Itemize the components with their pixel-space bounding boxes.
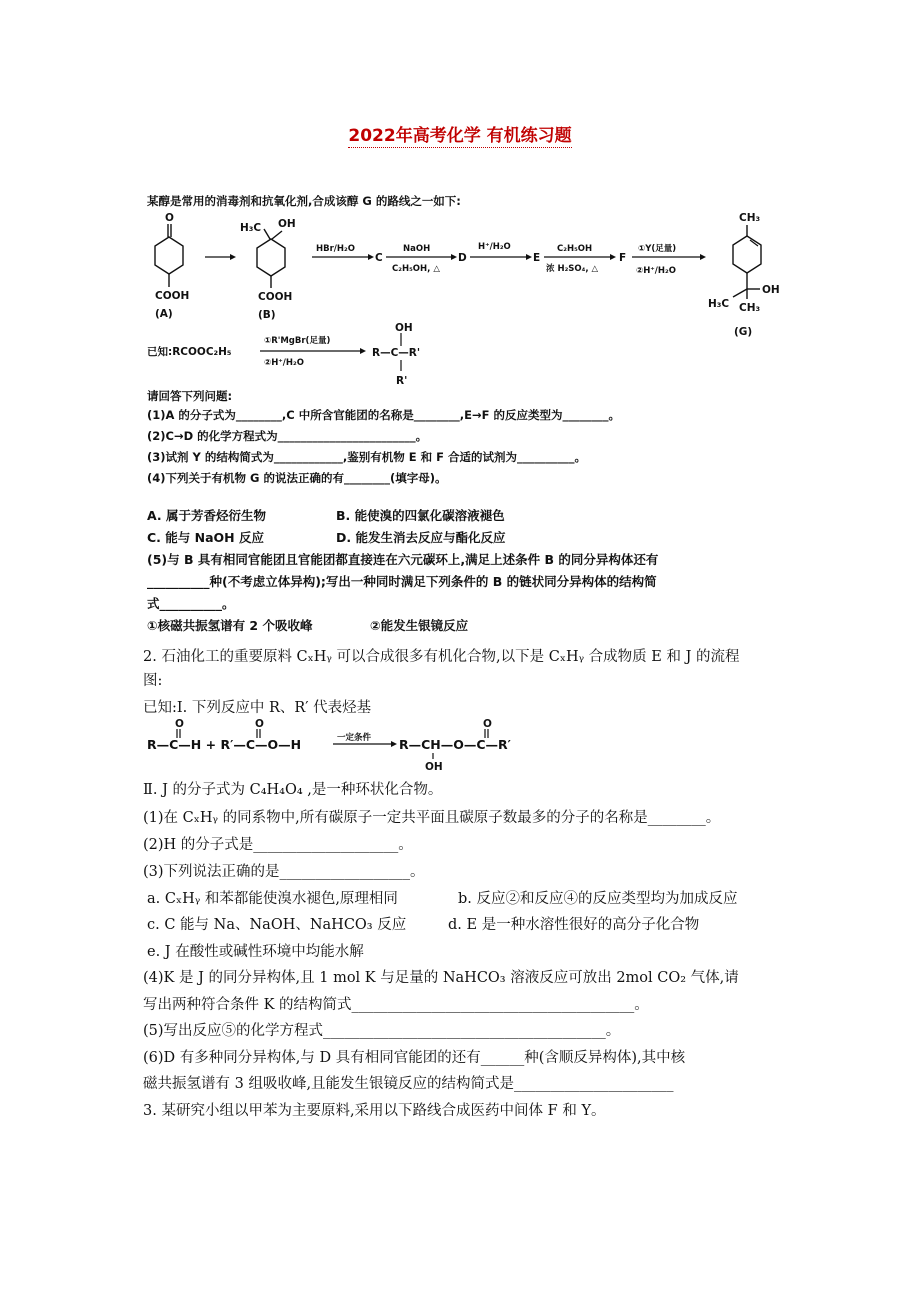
- reagent-naoh: NaOH: [403, 244, 431, 254]
- compound-g-label: (G): [734, 326, 753, 338]
- compound-b-oh: OH: [278, 218, 296, 230]
- q1-option-b: B. 能使溴的四氯化碳溶液褪色: [336, 508, 505, 523]
- compound-b-structure: [240, 218, 296, 321]
- compound-b-h3c: H₃C: [240, 222, 262, 234]
- compound-a-structure: [155, 212, 189, 320]
- known-product-chain: R—C—R': [372, 347, 421, 359]
- reagent-conc-sulfuric: 浓 H₂SO₄, △: [546, 264, 599, 274]
- compound-g-h3c: H₃C: [708, 298, 730, 310]
- compound-a-label: (A): [155, 308, 173, 320]
- compound-e: E: [533, 252, 541, 264]
- q1-sub5-line1: (5)与 B 具有相同官能团且官能团都直接连在六元碳环上,满足上述条件 B 的同分异构体还有: [147, 552, 659, 567]
- q2-line1: 2. 石油化工的重要原料 CₓHᵧ 可以合成很多有机化合物,以下是 CₓHᵧ 合成物质 E 和 J 的流程: [143, 649, 740, 665]
- q2-line2: 图:: [143, 673, 163, 689]
- q3-line1: 3. 某研究小组以甲苯为主要原料,采用以下路线合成医药中间体 F 和 Y。: [143, 1103, 606, 1119]
- q1-condition-1: ①核磁共振氢谱有 2 个吸收峰: [147, 618, 313, 633]
- q2-known1: 已知:Ⅰ. 下列反应中 R、R′ 代表烃基: [143, 700, 372, 716]
- q2-known2: Ⅱ. J 的分子式为 C₄H₄O₄ ,是一种环状化合物。: [143, 782, 443, 798]
- q2-s5: (5)写出反应⑤的化学方程式_______________________________________。: [143, 1023, 621, 1039]
- q1-option-c: C. 能与 NaOH 反应: [147, 530, 264, 545]
- rxn-reactants: R—C—H + R′—C—O—H: [147, 737, 302, 752]
- rxn-o-3: O: [483, 718, 492, 730]
- q1-option-d: D. 能发生消去反应与酯化反应: [336, 530, 506, 545]
- q2-option-a: a. CₓHᵧ 和苯都能使溴水褪色,原理相同: [147, 891, 398, 907]
- page-title: [0, 121, 920, 146]
- compound-g-ch3-bottom: CH₃: [739, 302, 761, 314]
- known-product-oh: OH: [395, 322, 413, 334]
- q1-sub4: (4)下列关于有机物 G 的说法正确的有________(填字母)。: [147, 471, 447, 485]
- compound-g-structure: [708, 212, 780, 338]
- q1-condition-2: ②能发生银镜反应: [370, 618, 469, 633]
- q2-s6-line1: (6)D 有多种同分异构体,与 D 具有相同官能团的还有______种(含顺反异构体),其中核: [143, 1050, 686, 1066]
- reagent-ethanol-heat: C₂H₅OH, △: [392, 264, 440, 274]
- q2-s4-line2: 写出两种符合条件 K 的结构简式_______________________________________。: [143, 997, 649, 1013]
- compound-f: F: [619, 252, 627, 264]
- reagent-hbr: HBr/H₂O: [316, 244, 355, 254]
- q2-option-e: e. J 在酸性或碱性环境中均能水解: [147, 944, 364, 960]
- reagent-acid-water-1: H⁺/H₂O: [478, 242, 511, 252]
- q1-intro: 某醇是常用的消毒剂和抗氧化剂,合成该醇 G 的路线之一如下:: [147, 194, 461, 208]
- reagent-ethanol: C₂H₅OH: [557, 244, 593, 254]
- q1-prompt: 请回答下列问题:: [147, 389, 233, 403]
- q1-sub5-line2: __________种(不考虑立体异构);写出一种同时满足下列条件的 B 的链状同分异构体的结构简: [147, 574, 657, 589]
- rxn-o-2: O: [255, 718, 264, 730]
- compound-g-oh: OH: [762, 284, 780, 296]
- q2-option-c: c. C 能与 Na、NaOH、NaHCO₃ 反应: [147, 917, 407, 933]
- known-ester: 已知:RCOOC₂H₅: [147, 346, 232, 358]
- rxn-product: R—CH—O—C—R′: [399, 737, 511, 752]
- known-reagent-grignard: ①R'MgBr(足量): [264, 336, 331, 346]
- reagent-y-excess: ①Y(足量): [638, 244, 677, 254]
- q1-sub5-line3: 式__________。: [147, 596, 235, 611]
- compound-d: D: [458, 252, 467, 264]
- q1-synthesis-scheme: [0, 205, 920, 385]
- compound-a-carbonyl-o: O: [165, 212, 174, 224]
- q1-option-a: A. 属于芳香烃衍生物: [147, 508, 267, 523]
- known-grignard-reaction: [147, 322, 420, 387]
- q2-s1: (1)在 CₓHᵧ 的同系物中,所有碳原子一定共平面且碳原子数最多的分子的名称是________。: [143, 810, 721, 826]
- known-product-r-prime: R': [396, 375, 408, 387]
- q2-option-b: b. 反应②和反应④的反应类型均为加成反应: [458, 891, 738, 907]
- q2-s3: (3)下列说法正确的是__________________。: [143, 864, 425, 880]
- q1-sub2: (2)C→D 的化学方程式为________________________。: [147, 429, 428, 443]
- q2-s2: (2)H 的分子式是____________________。: [143, 837, 413, 853]
- q1-sub1: (1)A 的分子式为________,C 中所含官能团的名称是________,E→F 的反应类型为________。: [147, 408, 620, 422]
- compound-a-cooh: COOH: [155, 290, 190, 302]
- rxn-condition: 一定条件: [337, 733, 372, 743]
- compound-b-label: (B): [258, 309, 276, 321]
- q2-known-reaction: [143, 716, 703, 776]
- known-reagent-acid: ②H⁺/H₂O: [264, 358, 304, 368]
- compound-g-ch3-top: CH₃: [739, 212, 761, 224]
- reagent-acid-water-2: ②H⁺/H₂O: [636, 266, 676, 276]
- q2-s4-line1: (4)K 是 J 的同分异构体,且 1 mol K 与足量的 NaHCO₃ 溶液反应可放出 2mol CO₂ 气体,请: [143, 970, 739, 986]
- rxn-oh: OH: [425, 761, 443, 773]
- q1-sub3: (3)试剂 Y 的结构简式为____________,鉴别有机物 E 和 F 合适的试剂为__________。: [147, 450, 586, 464]
- page-title-text: 2022年高考化学 有机练习题: [348, 126, 572, 146]
- q2-s6-line2: 磁共振氢谱有 3 组吸收峰,且能发生银镜反应的结构简式是______________________: [143, 1076, 674, 1092]
- q2-option-d: d. E 是一种水溶性很好的高分子化合物: [448, 917, 700, 933]
- compound-b-cooh: COOH: [258, 291, 293, 303]
- rxn-o-1: O: [175, 718, 184, 730]
- compound-c: C: [375, 252, 383, 264]
